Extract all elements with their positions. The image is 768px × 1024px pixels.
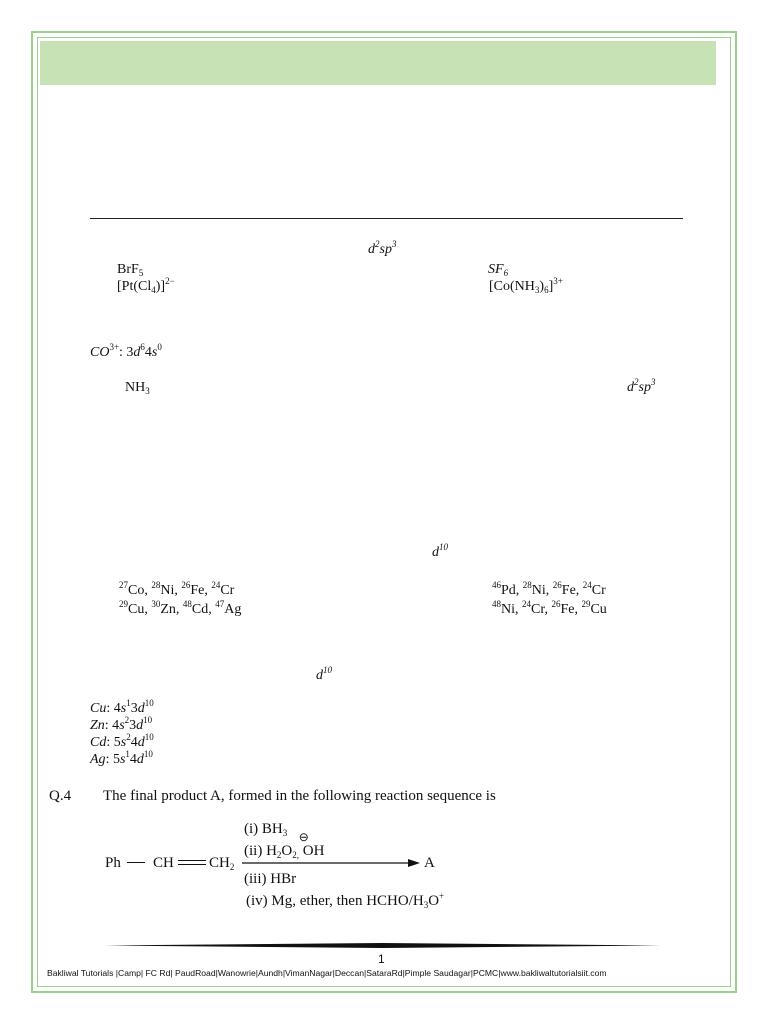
bond-double-top [178,860,206,861]
d10-header: $d^{10}$ [432,542,448,560]
d2sp3-header: $d^2sp^3$ [368,239,397,257]
cobalt-config: $CO^{3+}$: $3d^64s^0$ [90,342,162,360]
question-number: Q.4 [49,788,72,804]
option-a: BrF$_5$ [117,262,144,278]
hybridisation-result: $d^2sp^3$ [627,377,656,395]
footer-rule [105,943,661,948]
step-4: (iv) Mg, ether, then HCHO/$H_3O^+$ [246,891,445,910]
step-3: (iii) HBr [244,871,297,887]
cd-config: Cd: $5s^24d^{10}$ [90,732,154,750]
cu-config: Cu: $4s^13d^{10}$ [90,698,154,716]
section-divider [90,218,683,219]
header-band [40,41,716,85]
d10-option-a: $^{27}$Co, $^{28}$Ni, $^{26}$Fe, $^{24}$Cr [119,580,235,598]
step-1: (i) $BH_3$ [244,821,288,838]
d10-option-d: $^{48}$Ni, $^{24}$Cr, $^{26}$Fe, $^{29}$Cu [492,599,607,617]
option-d: $[Co(NH_3)_6]^{3+}$ [489,276,563,295]
option-b: $SF_6$ [488,262,509,278]
reactant-ph: Ph [105,855,121,871]
zn-config: Zn: $4s^23d^{10}$ [90,715,153,733]
ligand-label: $NH_3$ [125,380,150,396]
d10-option-b: $^{46}$Pd, $^{28}$Ni, $^{26}$Fe, $^{24}$Cr [492,580,606,598]
reactant-ch2: $CH_2$ [209,855,235,872]
d10-option-c: $^{29}$Cu, $^{30}$Zn, $^{48}$Cd, $^{47}$Ag [119,599,242,617]
bond-double-bottom [178,864,206,865]
d10-explanation-header: $d^{10}$ [316,665,332,683]
ag-config: Ag: $5s^14d^{10}$ [90,749,153,767]
reactant-ch: CH [153,855,174,871]
page-number: 1 [378,952,385,966]
reaction-arrow [242,857,422,869]
product-a: A [424,855,435,871]
option-c: $[Pt(Cl_4)]^{2-}$ [117,276,175,295]
bond-single [127,862,145,863]
page-border-inner [37,37,731,987]
question-text: The final product A, formed in the following reaction sequence is [103,788,496,804]
footer-text: Bakliwal Tutorials |Camp| FC Rd| PaudRoad|Wanowrie|Aundh|VimanNagar|Deccan|SataraRd|Pimple Saudagar|PCMC|www.bakliwaltutorialsiit.com [47,968,607,978]
step-2: (ii) $H_2O_{2,}$ ⊖ OH [244,830,325,860]
